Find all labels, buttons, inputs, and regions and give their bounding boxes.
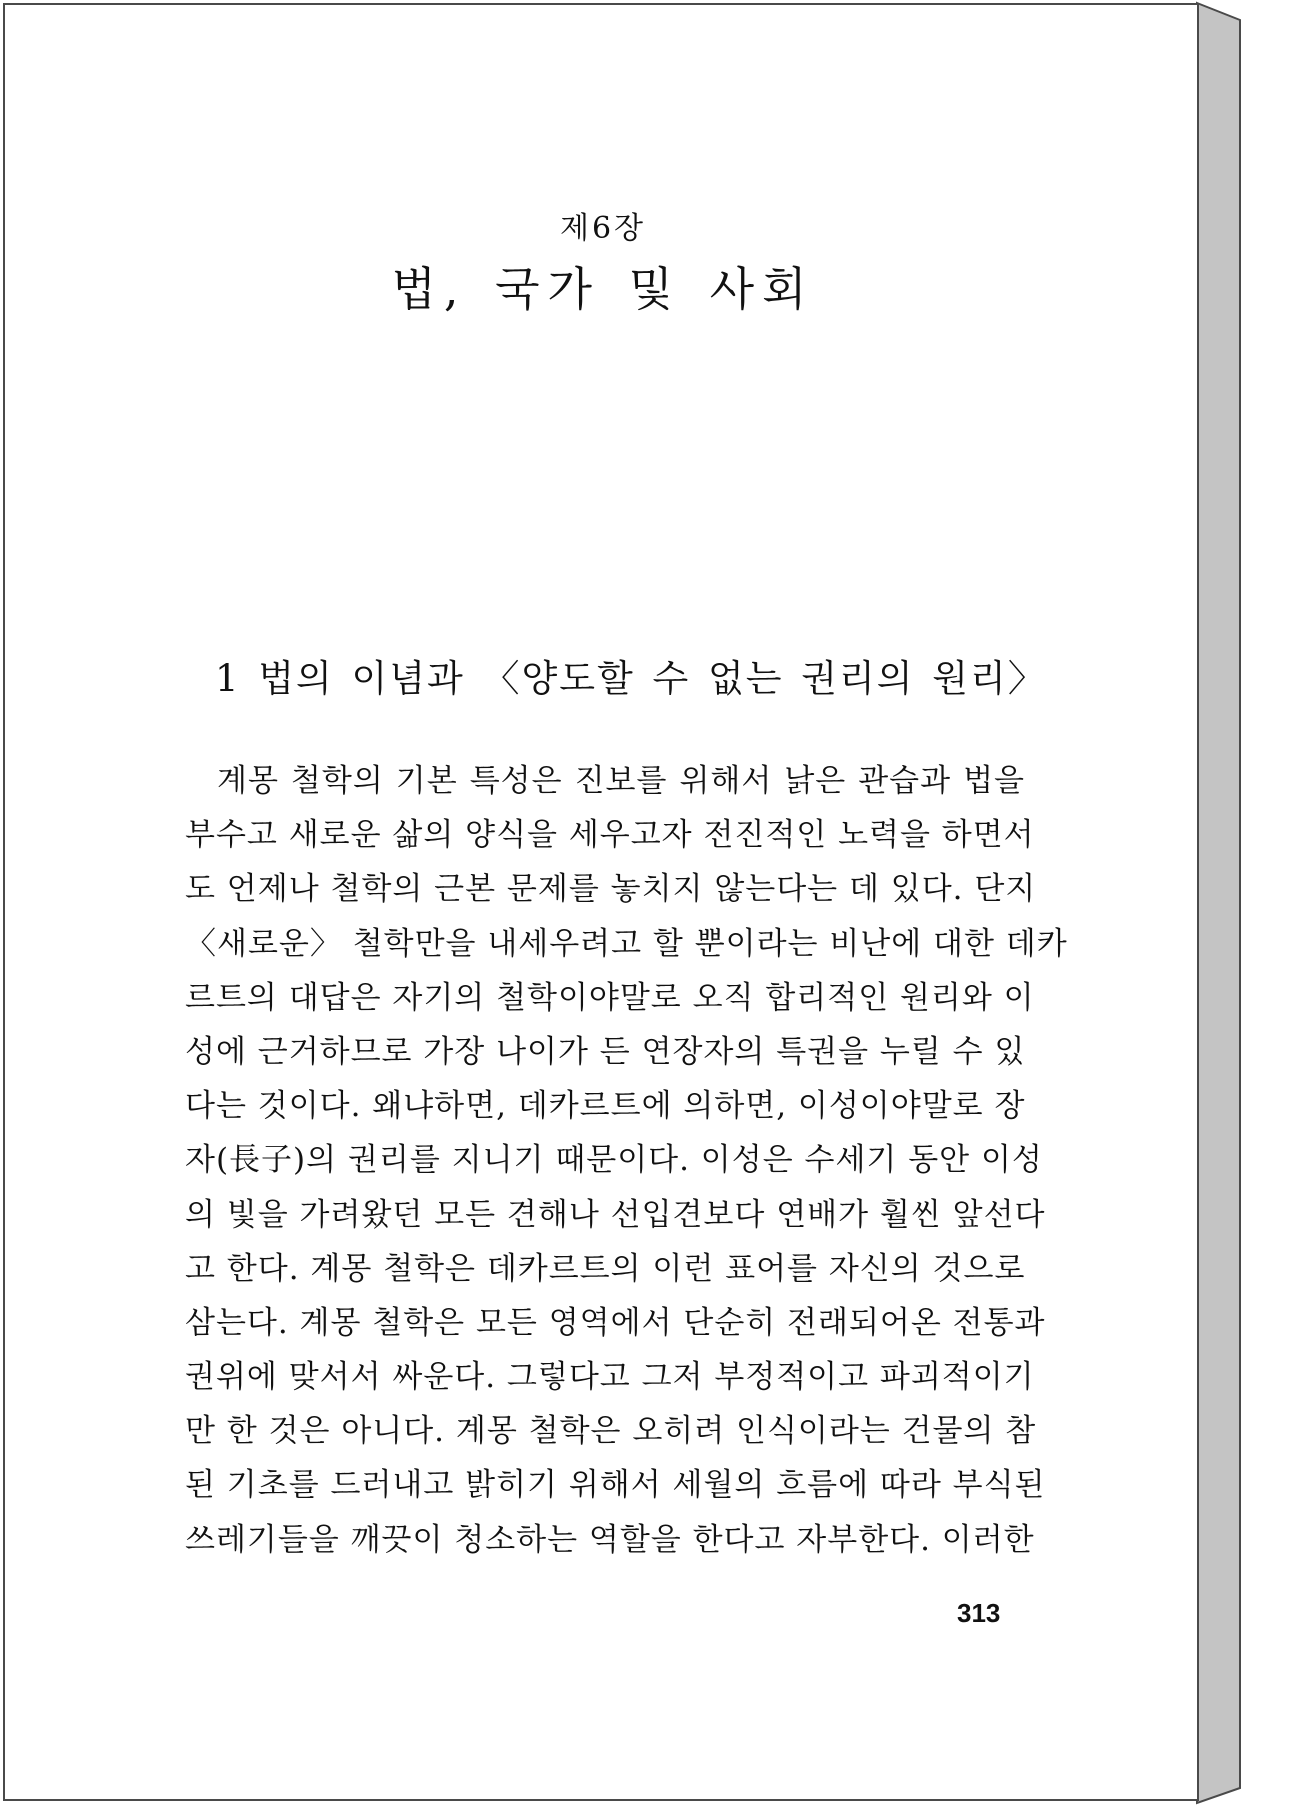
body-line: 된 기초를 드러내고 밝히기 위해서 세월의 흐름에 따라 부식된 xyxy=(185,1467,1046,1504)
body-line: 삼는다. 계몽 철학은 모든 영역에서 단순히 전래되어온 전통과 xyxy=(185,1304,1046,1341)
chapter-label: 제6장 xyxy=(559,211,647,246)
body-line: 자(長子)의 권리를 지니기 때문이다. 이성은 수세기 동안 이성 xyxy=(185,1142,1043,1179)
body-line: 부수고 새로운 삶의 양식을 세우고자 전진적인 노력을 하면서 xyxy=(185,817,1035,854)
chapter-title: 법, 국가 및 사회 xyxy=(391,262,815,316)
body-line: 도 언제나 철학의 근본 문제를 놓치지 않는다는 데 있다. 단지 xyxy=(185,871,1037,908)
section-heading: 1 법의 이념과 〈양도할 수 없는 권리의 원리〉 xyxy=(215,657,1047,700)
body-line: 르트의 대답은 자기의 철학이야말로 오직 합리적인 원리와 이 xyxy=(185,979,1035,1016)
body-line: 권위에 맞서서 싸운다. 그렇다고 그저 부정적이고 파괴적이기 xyxy=(185,1359,1035,1396)
body-line: 의 빛을 가려왔던 모든 견해나 선입견보다 연배가 훨씬 앞선다 xyxy=(185,1196,1046,1233)
body-line: 만 한 것은 아니다. 계몽 철학은 오히려 인식이라는 건물의 참 xyxy=(185,1413,1037,1450)
book-page xyxy=(3,3,1199,1801)
body-line: 계몽 철학의 기본 특성은 진보를 위해서 낡은 관습과 법을 xyxy=(217,763,1025,799)
body-line: 다는 것이다. 왜냐하면, 데카르트에 의하면, 이성이야말로 장 xyxy=(185,1088,1026,1125)
body-line: 쓰레기들을 깨끗이 청소하는 역할을 한다고 자부한다. 이러한 xyxy=(185,1521,1035,1558)
body-line: 고 한다. 계몽 철학은 데카르트의 이런 표어를 자신의 것으로 xyxy=(185,1250,1026,1287)
page-number: 313 xyxy=(957,1598,1001,1628)
body-line: 성에 근거하므로 가장 나이가 든 연장자의 특권을 누릴 수 있 xyxy=(185,1033,1026,1070)
body-text xyxy=(185,754,1068,1567)
body-line: 〈새로운〉 철학만을 내세우려고 할 뿐이라는 비난에 대한 데카 xyxy=(185,925,1068,962)
